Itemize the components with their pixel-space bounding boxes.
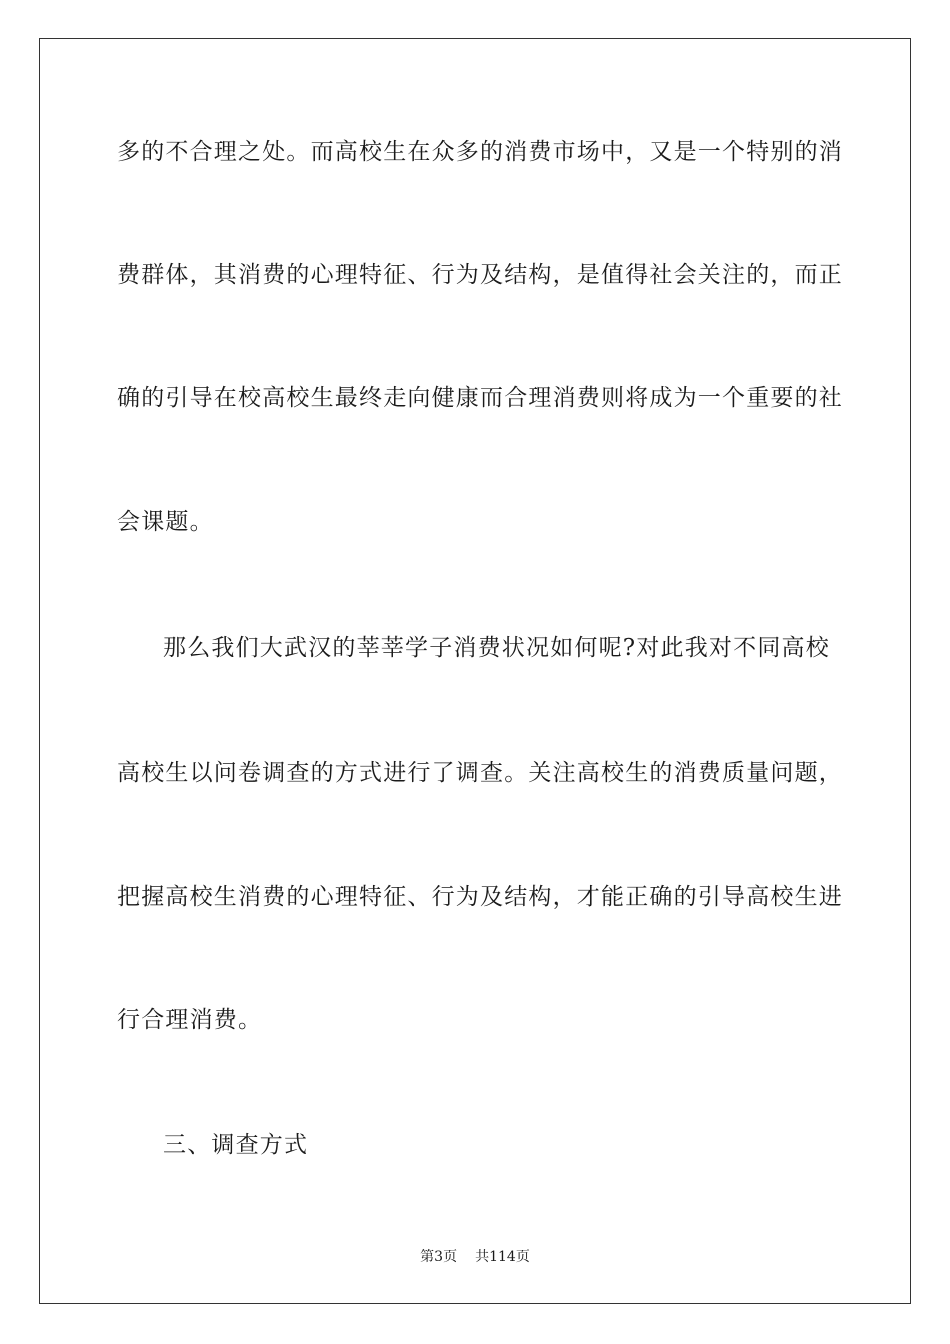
page-number: 第3页 (420, 1249, 458, 1265)
paragraph-line-6: 高校生以问卷调查的方式进行了调查。关注高校生的消费质量问题， (117, 760, 843, 786)
page-footer (0, 1247, 950, 1267)
paragraph-line-3: 确的引导在校高校生最终走向健康而合理消费则将成为一个重要的社 (117, 385, 843, 411)
paragraph-line-7: 把握高校生消费的心理特征、行为及结构，才能正确的引导高校生进 (117, 884, 843, 910)
paragraph-line-8: 行合理消费。 (117, 1007, 263, 1033)
page-border (39, 38, 911, 1304)
paragraph-line-1: 多的不合理之处。而高校生在众多的消费市场中，又是一个特别的消 (117, 139, 843, 165)
paragraph-line-4: 会课题。 (117, 509, 214, 535)
paragraph-line-5: 那么我们大武汉的莘莘学子消费状况如何呢?对此我对不同高校 (163, 635, 830, 661)
total-pages: 共114页 (475, 1249, 530, 1265)
section-heading: 三、调查方式 (163, 1132, 309, 1158)
paragraph-line-2: 费群体，其消费的心理特征、行为及结构，是值得社会关注的，而正 (117, 262, 843, 288)
